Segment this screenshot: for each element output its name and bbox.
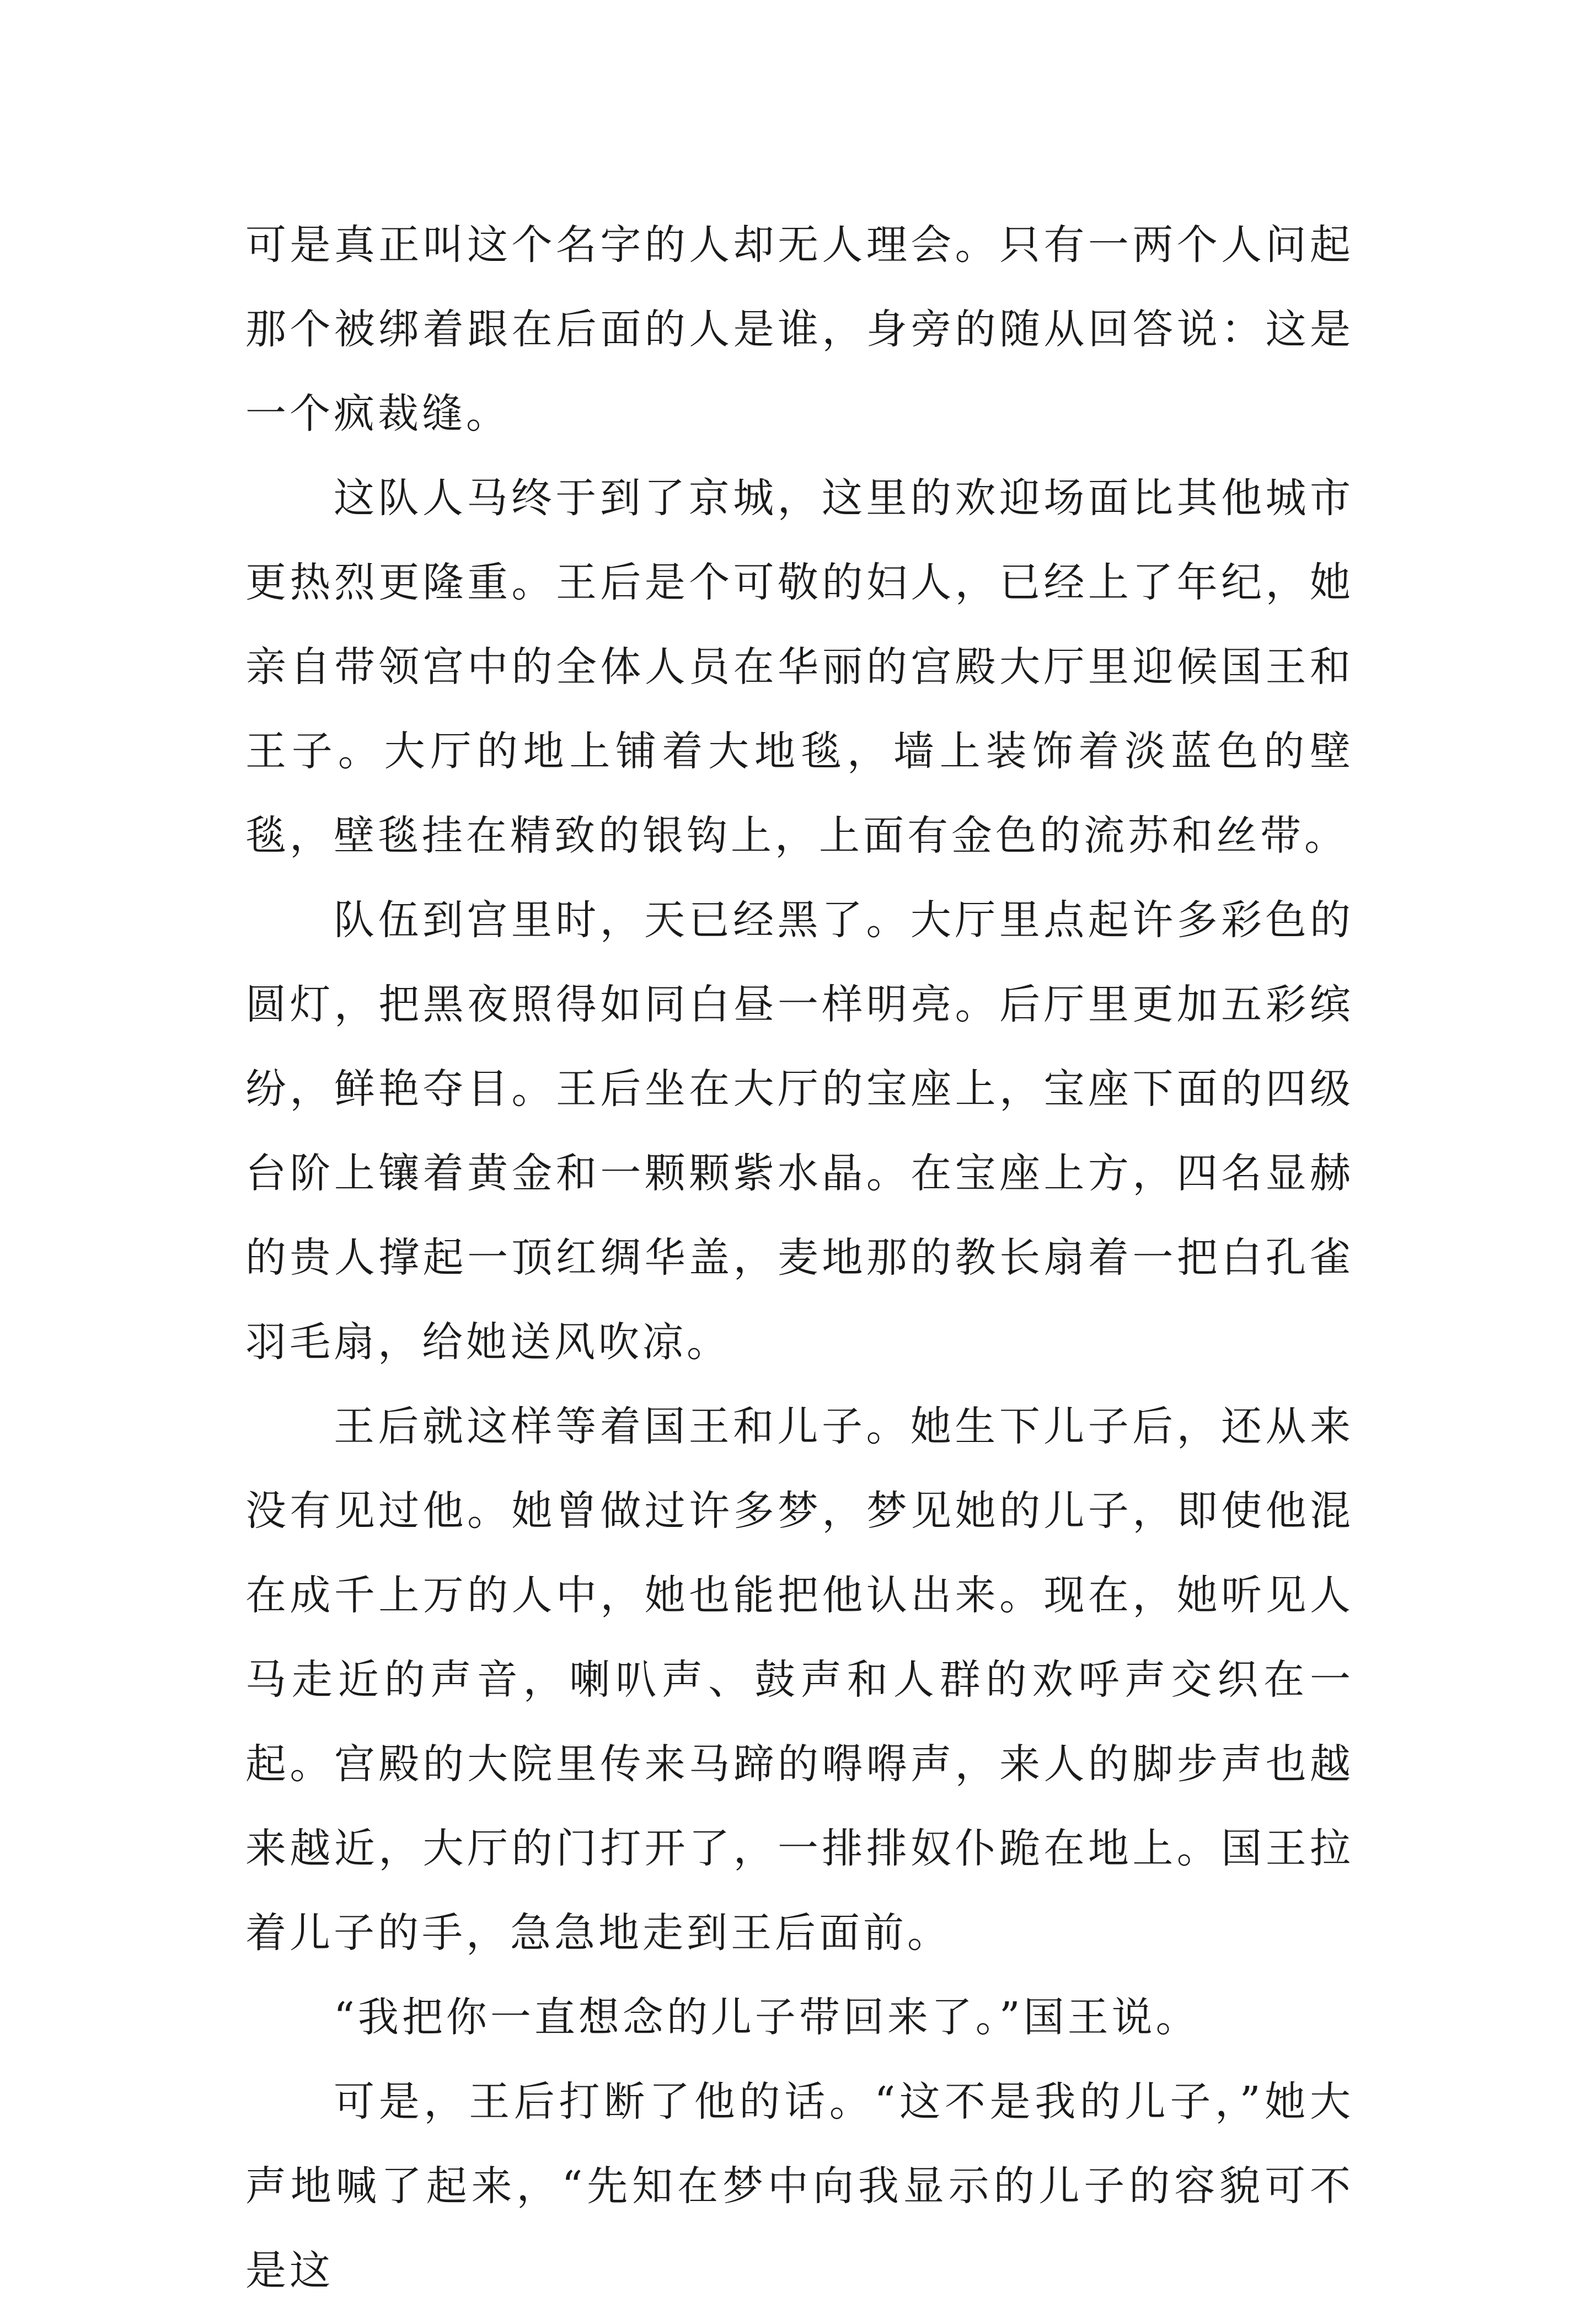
paragraph-3: 队伍到宫里时，天已经黑了。大厅里点起许多彩色的圆灯，把黑夜照得如同白昼一样明亮。后厅里更加五彩缤纷，鲜艳夺目。王后坐在大厅的宝座上，宝座下面的四级台阶上镶着黄金和一颗颗紫水晶。在宝座上方，四名显赫的贵人撑起一顶红绸华盖，麦地那的教长扇着一把白孔雀羽毛扇，给她送风吹凉。 xyxy=(245,896,1354,1366)
paragraph-2: 这队人马终于到了京城，这里的欢迎场面比其他城市更热烈更隆重。王后是个可敬的妇人，已经上了年纪，她亲自带领宫中的全体人员在华丽的宫殿大厅里迎候国王和王子。大厅的地上铺着大地毯，墙上装饰着淡蓝色的壁毯，壁毯挂在精致的银钩上，上面有金色的流苏和丝带。 xyxy=(245,474,1354,859)
paragraph-1: 可是真正叫这个名字的人却无人理会。只有一两个人问起那个被绑着跟在后面的人是谁，身旁的随从回答说：这是一个疯裁缝。 xyxy=(245,221,1354,437)
body-text xyxy=(245,203,1354,2313)
paragraph-5: “我把你一直想念的儿子带回来了。”国王说。 xyxy=(334,1994,1200,2041)
paragraph-4: 王后就这样等着国王和儿子。她生下儿子后，还从来没有见过他。她曾做过许多梦，梦见她的儿子，即使他混在成千上万的人中，她也能把他认出来。现在，她听见人马走近的声音，喇叭声、鼓声和人群的欢呼声交织在一起。宫殿的大院里传来马蹄的嘚嘚声，来人的脚步声也越来越近，大厅的门打开了，一排排奴仆跪在地上。国王拉着儿子的手，急急地走到王后面前。 xyxy=(245,1403,1354,1957)
paragraph-6: 可是，王后打断了他的话。“这不是我的儿子，”她大声地喊了起来，“先知在梦中向我显示的儿子的容貌可不是这 xyxy=(245,2078,1354,2294)
